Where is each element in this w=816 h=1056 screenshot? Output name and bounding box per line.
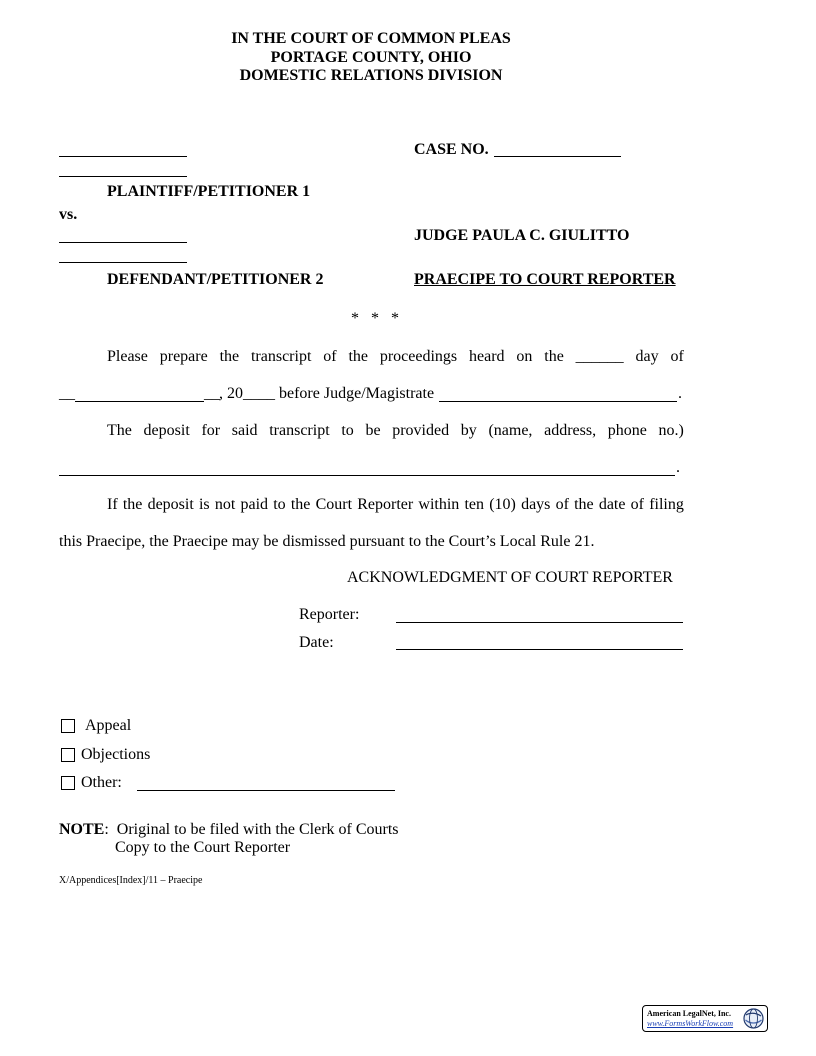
- day-blank[interactable]: ______: [575, 348, 624, 365]
- p2-word: address,: [544, 422, 597, 439]
- note-text-1: : Original to be filed with the Clerk of Courts: [104, 821, 399, 838]
- other-checkbox[interactable]: [61, 776, 75, 790]
- objections-label: Objections: [81, 746, 151, 763]
- p1-word: the: [219, 348, 240, 365]
- paragraph-3-line-2: this Praecipe, the Praecipe may be dismissed pursuant to the Court’s Local Rule 21.: [59, 533, 595, 550]
- p3-word: to: [273, 496, 286, 513]
- paragraph-2-period: .: [676, 459, 680, 476]
- month-blank-tail: __: [204, 385, 220, 402]
- p1-word: Please: [107, 348, 148, 365]
- p3-word: Court: [315, 496, 353, 513]
- p1-word: of: [323, 348, 337, 365]
- magistrate-name-line[interactable]: [439, 401, 677, 402]
- form-reference: X/Appendices[Index]/11 – Praecipe: [59, 875, 203, 886]
- separator-asterisks: * * *: [351, 310, 399, 327]
- defendant-label: DEFENDANT/PETITIONER 2: [107, 271, 324, 288]
- document-title: PRAECIPE TO COURT REPORTER: [414, 271, 676, 288]
- p2-word: by: [460, 422, 477, 439]
- p3-word: the: [290, 496, 311, 513]
- note-label: NOTE: [59, 821, 105, 838]
- p2-word: said: [231, 422, 258, 439]
- paragraph-2-line-1: [59, 422, 684, 440]
- court-header-line2: PORTAGE COUNTY, OHIO: [270, 48, 472, 66]
- p3-word: of: [555, 496, 569, 513]
- court-header-line3: DOMESTIC RELATIONS DIVISION: [239, 67, 503, 84]
- p3-word: (10): [489, 496, 516, 513]
- p1-word: proceedings: [379, 348, 458, 365]
- p3-word: the: [122, 496, 143, 513]
- plaintiff-name-line-1[interactable]: [59, 156, 187, 157]
- paragraph-1-period: .: [678, 385, 682, 402]
- p2-word: be: [365, 422, 381, 439]
- p2-word: phone: [607, 422, 647, 439]
- p3-word: date: [598, 496, 626, 513]
- defendant-name-line-2[interactable]: [59, 262, 187, 263]
- p2-word: deposit: [143, 422, 190, 439]
- globe-icon: [743, 1008, 764, 1029]
- appeal-checkbox[interactable]: [61, 719, 75, 733]
- p3-word: filing: [649, 496, 684, 513]
- p1-word: transcript: [250, 348, 312, 365]
- defendant-name-line-1[interactable]: [59, 242, 187, 243]
- p2-word: provided: [392, 422, 450, 439]
- p3-word: of: [630, 496, 644, 513]
- court-header: [0, 30, 742, 86]
- date-label: Date:: [299, 634, 334, 651]
- p3-word: is: [198, 496, 210, 513]
- p2-word: to: [341, 422, 354, 439]
- case-no-line[interactable]: [494, 156, 621, 157]
- paragraph-3-line-1: [59, 496, 684, 514]
- plaintiff-name-line-2[interactable]: [59, 176, 187, 177]
- judge-label: JUDGE PAULA C. GIULITTO: [414, 227, 630, 244]
- p3-word: deposit: [147, 496, 194, 513]
- objections-checkbox[interactable]: [61, 748, 75, 762]
- p1-word: heard: [469, 348, 505, 365]
- other-label: Other:: [81, 774, 122, 791]
- p1-word: of: [670, 348, 684, 365]
- p1-word: the: [544, 348, 564, 365]
- p3-word: within: [418, 496, 460, 513]
- americanlegalnet-logo[interactable]: [642, 1005, 768, 1032]
- month-blank-line[interactable]: [75, 401, 204, 402]
- p3-word: Reporter: [357, 496, 414, 513]
- court-header-line1: IN THE COURT OF COMMON PLEAS: [231, 30, 511, 47]
- logo-url[interactable]: www.FormsWorkFlow.com: [647, 1019, 734, 1028]
- year-and-judge-text: , 20____ before Judge/Magistrate: [219, 385, 435, 402]
- date-line[interactable]: [396, 649, 683, 650]
- p3-word: ten: [464, 496, 485, 513]
- p1-word: prepare: [159, 348, 208, 365]
- vs-label: vs.: [59, 206, 78, 223]
- logo-company-name: American LegalNet, Inc.: [647, 1009, 731, 1018]
- reporter-signature-line[interactable]: [396, 622, 683, 623]
- p3-word: the: [574, 496, 594, 513]
- paragraph-1-line-1: [59, 348, 684, 366]
- p2-word: The: [107, 422, 132, 439]
- note-line-1: [59, 821, 399, 839]
- other-specify-line[interactable]: [137, 790, 395, 791]
- p3-word: paid: [240, 496, 269, 513]
- p2-word: for: [201, 422, 221, 439]
- reporter-label: Reporter:: [299, 606, 360, 623]
- p3-word: not: [214, 496, 236, 513]
- p3-word: days: [521, 496, 551, 513]
- p2-word: transcript: [269, 422, 330, 439]
- p2-word: (name,: [488, 422, 533, 439]
- p3-word: If: [107, 496, 118, 513]
- month-blank-lead: __: [59, 385, 75, 402]
- p1-word: day: [635, 348, 659, 365]
- p2-word: no.): [658, 422, 684, 439]
- plaintiff-label: PLAINTIFF/PETITIONER 1: [107, 183, 311, 200]
- p1-word: on: [516, 348, 533, 365]
- case-no-label: CASE NO.: [414, 141, 489, 158]
- appeal-label: Appeal: [85, 717, 132, 734]
- acknowledgment-title: ACKNOWLEDGMENT OF COURT REPORTER: [347, 569, 673, 586]
- p1-word: the: [348, 348, 368, 365]
- note-line-2: Copy to the Court Reporter: [115, 839, 291, 856]
- deposit-provider-line[interactable]: [59, 475, 675, 476]
